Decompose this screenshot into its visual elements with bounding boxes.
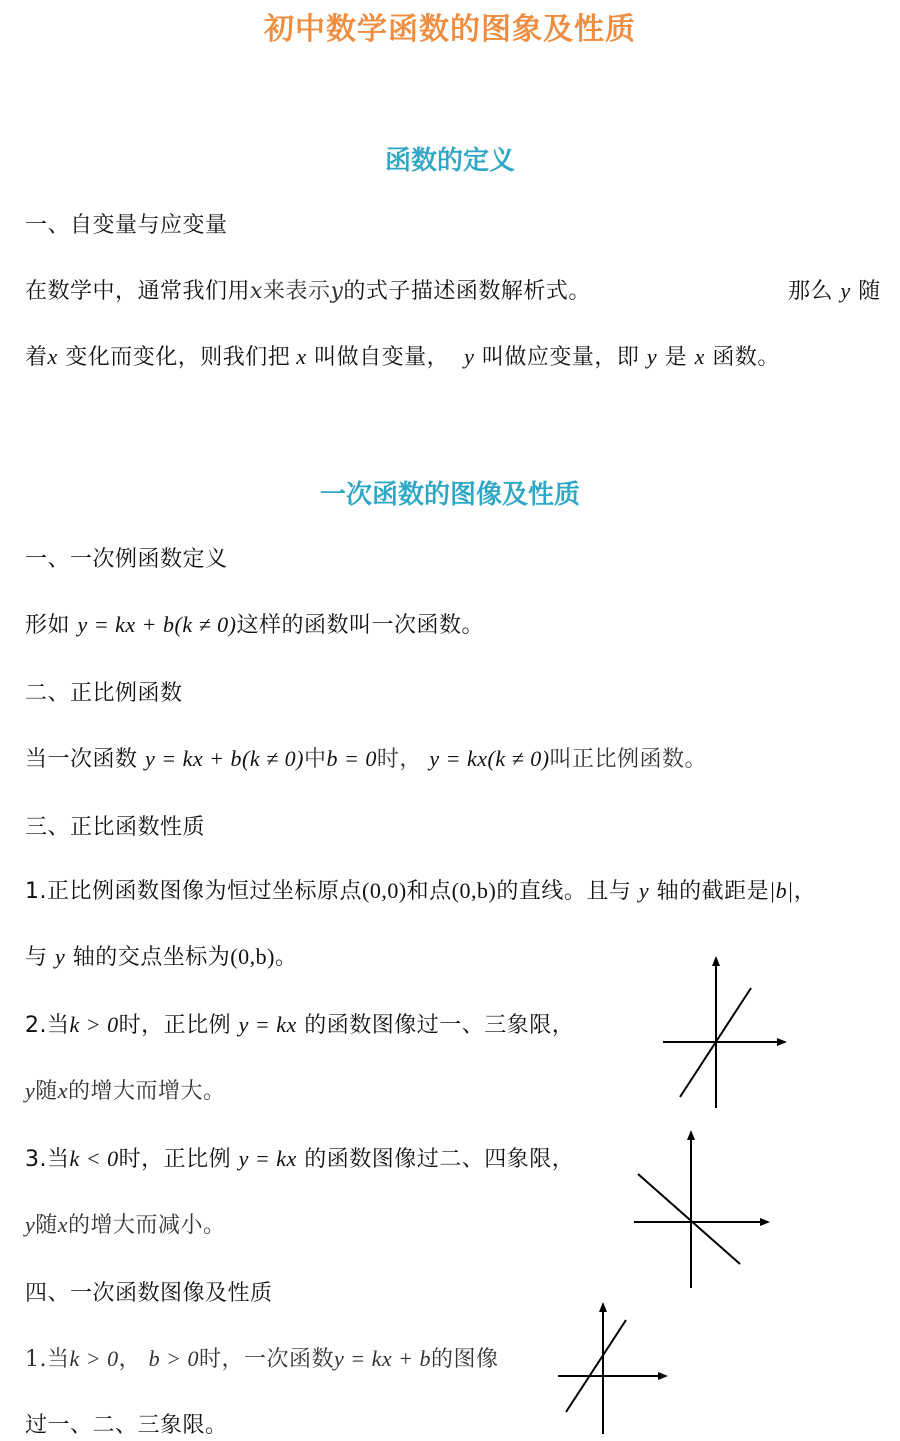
paragraph-property-4-line2: 过一、二、三象限。 [25, 1413, 228, 1438]
heading-linear-definition: 一、一次例函数定义 [25, 547, 228, 572]
paragraph-property-4-line1: 1.当k > 0， b > 0时，一次函数y = kx + b的图像 [25, 1346, 499, 1372]
heading-proportional-function: 二、正比例函数 [25, 681, 183, 706]
paragraph-property-2-line2: y随x的增大而增大。 [25, 1078, 226, 1104]
graph-k-positive [655, 952, 795, 1112]
graph-k-positive-b-positive [552, 1300, 672, 1436]
heading-independent-dependent-variable: 一、自变量与应变量 [25, 213, 228, 238]
paragraph-property-3-line1: 3.当k < 0时，正比例 y = kx 的函数图像过二、四象限， [25, 1146, 575, 1172]
section-title-function-definition: 函数的定义 [384, 146, 515, 176]
heading-proportional-properties: 三、正比函数性质 [25, 815, 206, 840]
paragraph-property-1-line1: 1.正比例函数图像为恒过坐标原点(0,0)和点(0,b)的直线。且与 y 轴的截距是|b|， [25, 878, 817, 904]
paragraph-property-2-line1: 2.当k > 0时，正比例 y = kx 的函数图像过一、三象限， [25, 1012, 575, 1038]
paragraph-definition-line1-end: 那么 y 随 [788, 278, 881, 304]
paragraph-property-1-line2: 与 y 轴的交点坐标为(0,b)。 [25, 944, 298, 970]
paragraph-proportional-definition: 当一次函数 y = kx + b(k ≠ 0)中b = 0时， y = kx(k ≠ 0)叫正比例函数。 [25, 746, 708, 772]
graph-k-negative [628, 1128, 773, 1293]
section-title-linear-function: 一次函数的图像及性质 [319, 480, 580, 510]
graph-line [566, 1320, 626, 1412]
paragraph-definition-line1: 在数学中，通常我们用x来表示y的式子描述函数解析式。 [25, 279, 591, 304]
formula-linear: y = kx + b(k ≠ 0) [77, 612, 237, 637]
graph-line [638, 1174, 740, 1264]
page-title: 初中数学函数的图象及性质 [264, 12, 636, 47]
paragraph-linear-definition: 形如 y = kx + b(k ≠ 0)这样的函数叫一次函数。 [25, 612, 485, 638]
paragraph-definition-line2: 着x 变化而变化，则我们把 x 叫做自变量， y 叫做应变量，即 y 是 x 函数。 [25, 344, 780, 370]
heading-linear-graph-properties: 四、一次函数图像及性质 [25, 1281, 273, 1306]
paragraph-property-3-line2: y随x的增大而减小。 [25, 1212, 226, 1238]
